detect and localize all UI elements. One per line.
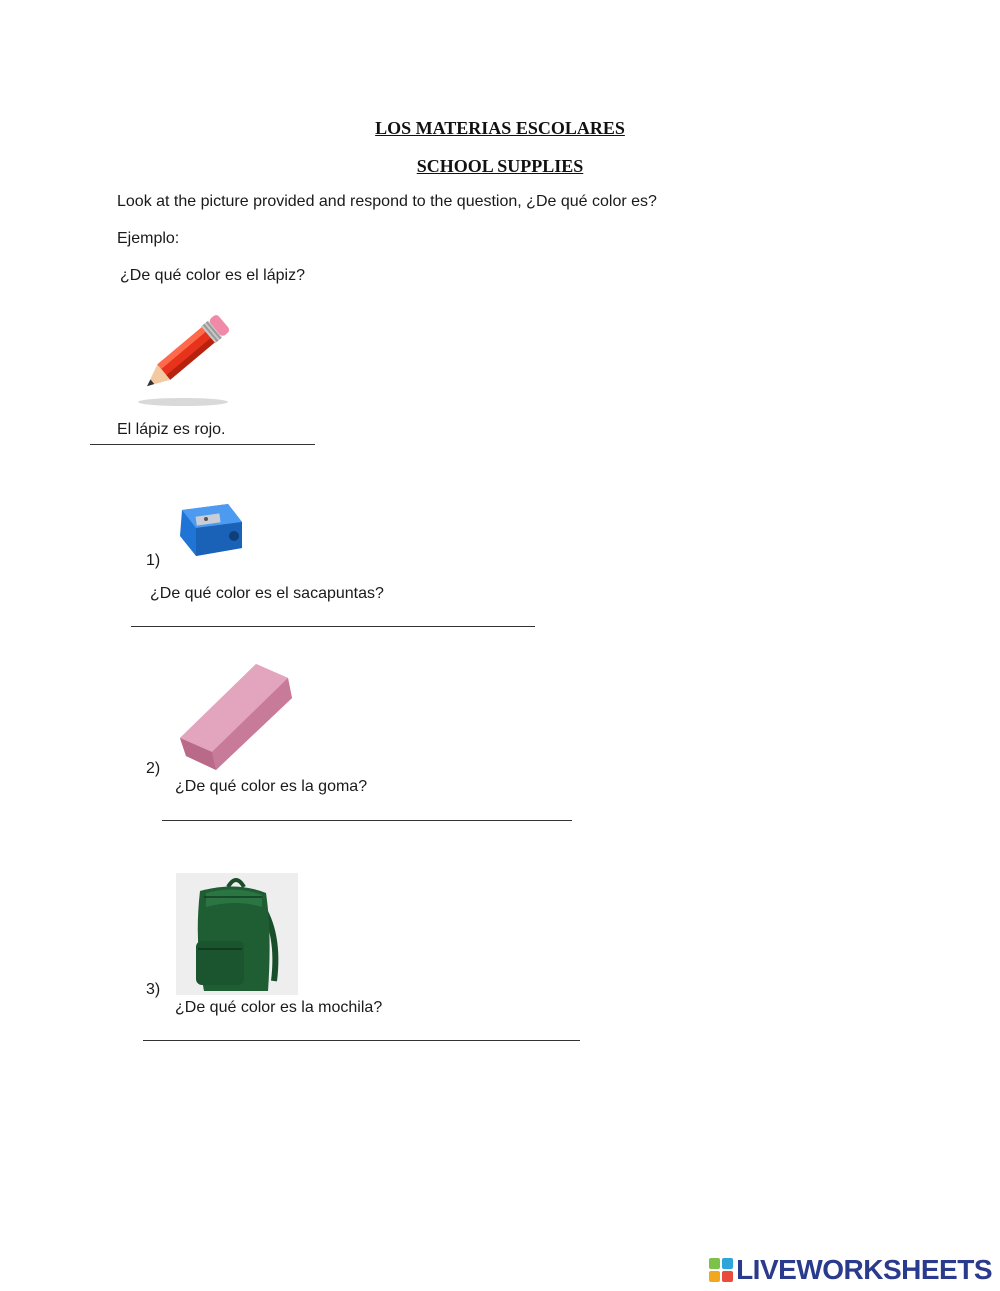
example-answer: El lápiz es rojo.	[117, 421, 226, 438]
backpack-image	[176, 873, 298, 995]
instructions: Look at the picture provided and respond to the question, ¿De qué color es?	[117, 193, 657, 210]
liveworksheets-logo-icon	[709, 1258, 733, 1282]
question-2-number: 2)	[146, 760, 161, 777]
question-3-number: 3)	[146, 981, 161, 998]
question-2-text: ¿De qué color es la goma?	[175, 778, 368, 795]
pencil-image	[128, 302, 238, 410]
question-1-text: ¿De qué color es el sacapuntas?	[150, 585, 384, 602]
example-label: Ejemplo:	[117, 230, 180, 247]
question-1-number: 1)	[146, 552, 161, 569]
question-3-text: ¿De qué color es la mochila?	[175, 999, 383, 1016]
answer-line-1[interactable]	[131, 626, 535, 627]
answer-line-2[interactable]	[162, 820, 572, 821]
sharpener-image	[176, 500, 246, 560]
eraser-image	[176, 658, 296, 773]
example-answer-line	[90, 444, 315, 445]
liveworksheets-logo-text: LIVEWORKSHEETS	[736, 1254, 992, 1285]
example-question: ¿De qué color es el lápiz?	[120, 267, 305, 284]
liveworksheets-logo	[709, 1255, 992, 1285]
page-subtitle: SCHOOL SUPPLIES	[416, 156, 584, 176]
answer-line-3[interactable]	[143, 1040, 580, 1041]
page-title: LOS MATERIAS ESCOLARES	[375, 118, 625, 138]
